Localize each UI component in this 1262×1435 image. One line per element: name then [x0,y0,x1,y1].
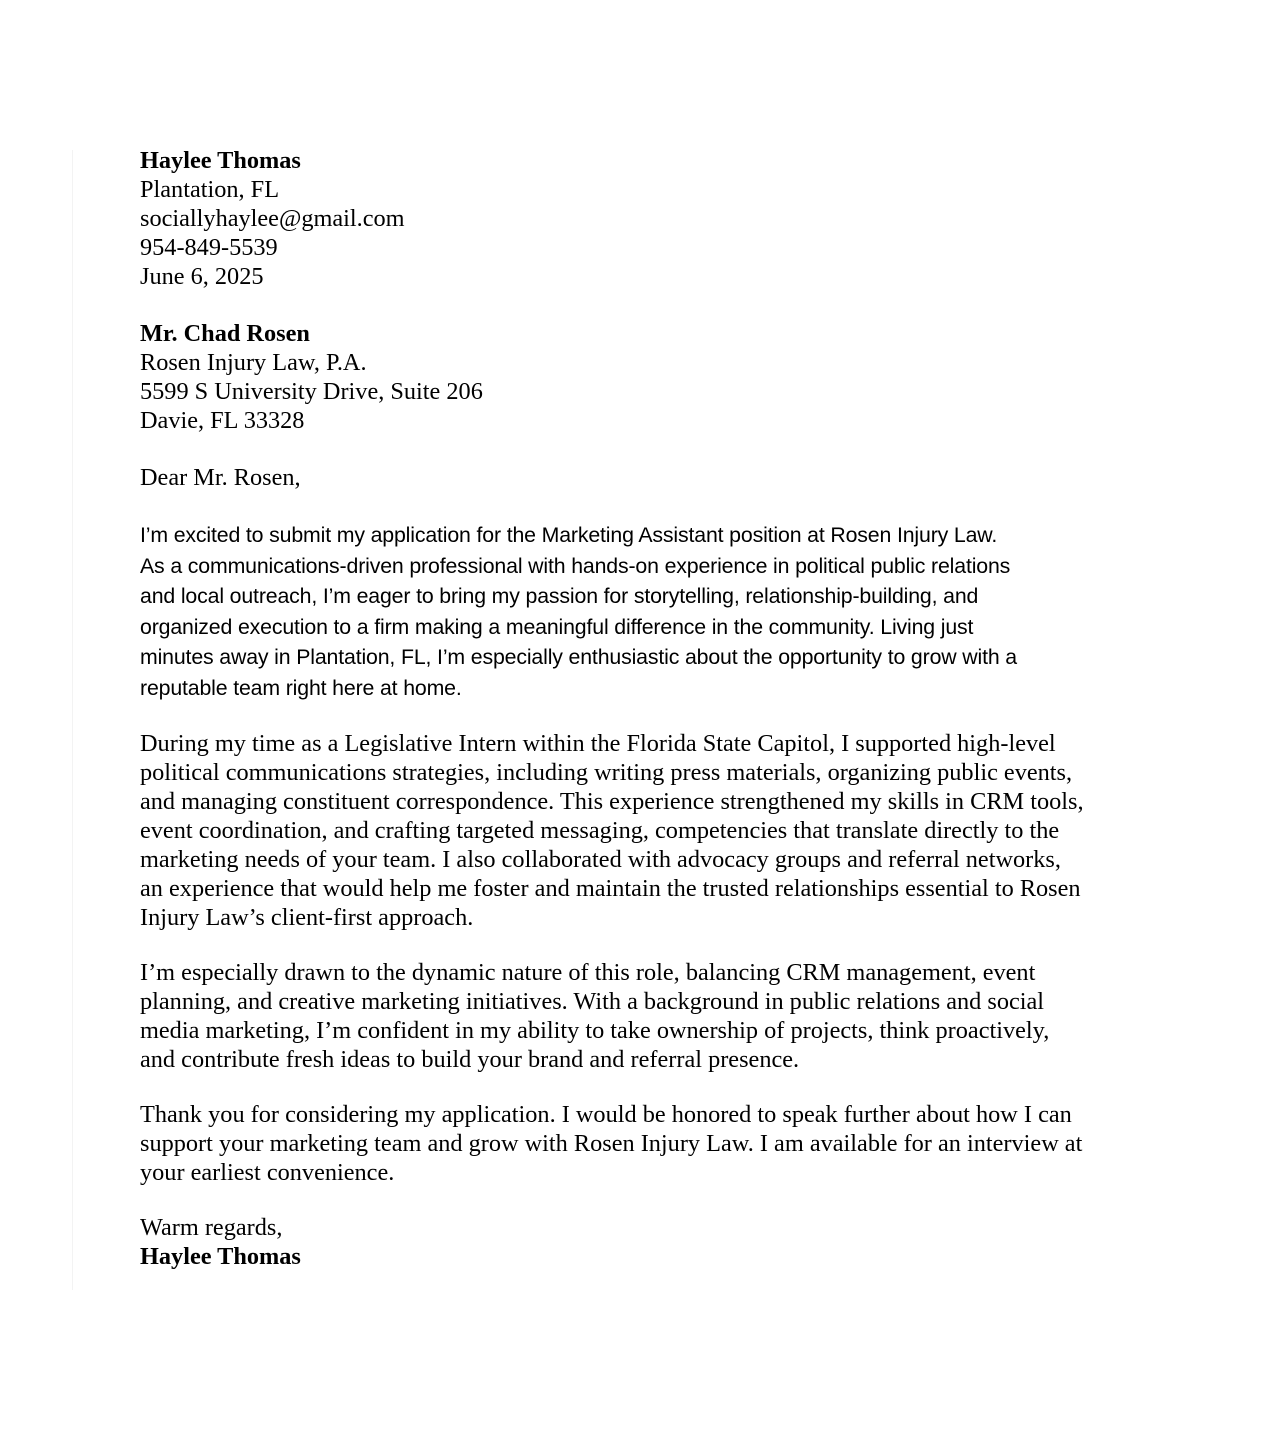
sender-name: Haylee Thomas [140,147,301,174]
paragraph-line: As a communications-driven professional with hands-on experience in political public relations [140,553,1011,578]
letter-date: June 6, 2025 [140,263,264,290]
salutation [140,463,1125,492]
body-paragraph-4 [140,1100,1125,1187]
paragraph-line: Thank you for considering my application. I would be honored to speak further about how I can [140,1101,1072,1128]
paragraph-line: your earliest convenience. [140,1159,395,1186]
sender-phone: 954-849-5539 [140,234,278,261]
paragraph-line: media marketing, I’m confident in my ability to take ownership of projects, think proactively, [140,1017,1050,1044]
paragraph-line: reputable team right here at home. [140,675,462,700]
sender-email: sociallyhaylee@gmail.com [140,205,405,232]
paragraph-line: support your marketing team and grow with Rosen Injury Law. I am available for an interview at [140,1130,1083,1157]
valediction: Warm regards, [140,1214,283,1241]
paragraph-line: minutes away in Plantation, FL, I’m especially enthusiastic about the opportunity to grow with a [140,645,1017,669]
recipient-name: Mr. Chad Rosen [140,320,310,347]
recipient-block [140,319,1125,435]
paragraph-line: During my time as a Legislative Intern within the Florida State Capitol, I supported high-level [140,730,1056,757]
paragraph-line: I’m excited to submit my application for the Marketing Assistant position at Rosen Injury Law. [140,523,998,547]
salutation-text: Dear Mr. Rosen, [140,464,301,491]
paragraph-line: and contribute fresh ideas to build your brand and referral presence. [140,1046,800,1073]
recipient-street: 5599 S University Drive, Suite 206 [140,378,483,405]
paragraph-line: an experience that would help me foster and maintain the trusted relationships essential to Rosen [140,875,1081,902]
signature-name: Haylee Thomas [140,1243,301,1270]
body-paragraph-2 [140,729,1125,932]
paragraph-line: and managing constituent correspondence. This experience strengthened my skills in CRM tools, [140,788,1084,815]
paragraph-line: I’m especially drawn to the dynamic nature of this role, balancing CRM management, event [140,959,1036,986]
sender-block [140,146,1125,291]
paragraph-line: organized execution to a firm making a meaningful difference in the community. Living just [140,614,974,639]
page-margin-shadow [72,150,73,1290]
cover-letter [140,146,1125,1271]
paragraph-line: planning, and creative marketing initiatives. With a background in public relations and social [140,988,1045,1015]
sender-location: Plantation, FL [140,176,280,203]
paragraph-line: Injury Law’s client-first approach. [140,904,474,931]
paragraph-line: event coordination, and crafting targeted messaging, competencies that translate directly to the [140,817,1060,844]
recipient-city: Davie, FL 33328 [140,407,305,434]
closing-block [140,1213,1125,1271]
body-paragraph-3 [140,958,1125,1074]
paragraph-line: marketing needs of your team. I also collaborated with advocacy groups and referral networks, [140,846,1061,873]
recipient-firm: Rosen Injury Law, P.A. [140,349,367,376]
paragraph-line: and local outreach, I’m eager to bring my passion for storytelling, relationship-building, and [140,584,979,608]
body-paragraph-1 [140,520,1125,703]
paragraph-line: political communications strategies, including writing press materials, organizing public events, [140,759,1073,786]
